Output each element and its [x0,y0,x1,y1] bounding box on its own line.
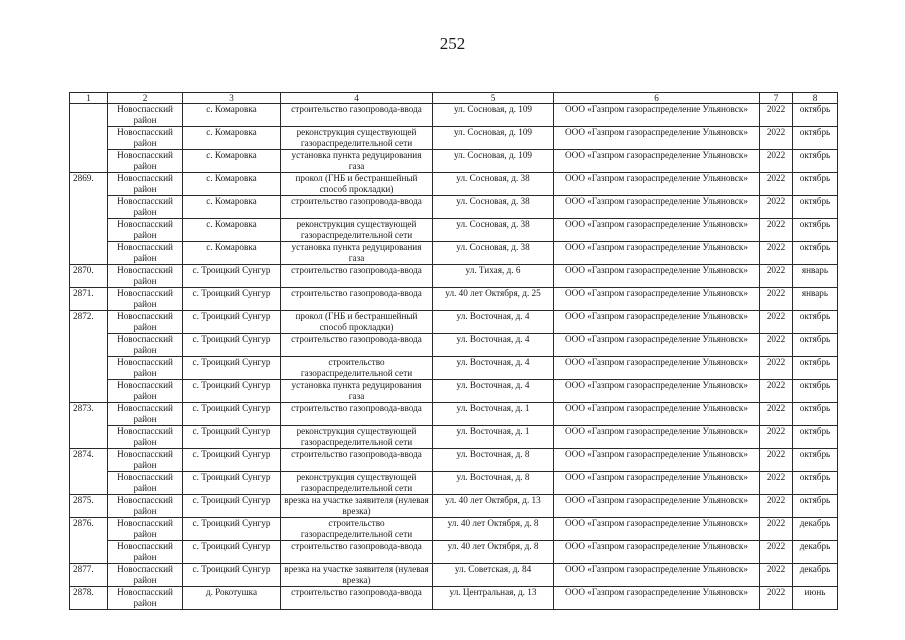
organization-cell: ООО «Газпром газораспределение Ульяновск» [554,150,760,173]
organization-cell: ООО «Газпром газораспределение Ульяновск» [554,587,760,610]
month-cell: декабрь [793,564,838,587]
settlement-cell: с. Троицкий Сунгур [183,311,281,334]
year-cell: 2022 [760,311,793,334]
month-cell: октябрь [793,173,838,196]
organization-cell: ООО «Газпром газораспределение Ульяновск» [554,288,760,311]
organization-cell: ООО «Газпром газораспределение Ульяновск» [554,219,760,242]
address-cell: ул. 40 лет Октября, д. 25 [433,288,554,311]
col-header: 6 [554,93,760,104]
year-cell: 2022 [760,242,793,265]
row-number-cell: 2875. [70,495,108,518]
month-cell: декабрь [793,518,838,541]
month-cell: январь [793,265,838,288]
address-cell: ул. Восточная, д. 4 [433,311,554,334]
row-number-cell [70,334,108,357]
month-cell: октябрь [793,472,838,495]
work-type-cell: установка пункта редуцирования газа [281,150,433,173]
settlement-cell: с. Комаровка [183,173,281,196]
work-type-cell: строительство газопровода-ввода [281,541,433,564]
registry-table-container [69,92,837,610]
page-number: 252 [439,34,466,53]
settlement-cell: с. Троицкий Сунгур [183,403,281,426]
year-cell: 2022 [760,173,793,196]
month-cell: октябрь [793,380,838,403]
table-row [70,288,838,311]
settlement-cell: с. Троицкий Сунгур [183,541,281,564]
settlement-cell: с. Троицкий Сунгур [183,288,281,311]
row-number-cell: 2872. [70,311,108,334]
year-cell: 2022 [760,518,793,541]
work-type-cell: строительство газопровода-ввода [281,587,433,610]
table-row [70,127,838,150]
organization-cell: ООО «Газпром газораспределение Ульяновск» [554,334,760,357]
table-row [70,173,838,196]
row-number-cell [70,104,108,127]
work-type-cell: строительство газопровода-ввода [281,403,433,426]
col-header: 2 [108,93,183,104]
col-header: 7 [760,93,793,104]
month-cell: октябрь [793,495,838,518]
organization-cell: ООО «Газпром газораспределение Ульяновск» [554,380,760,403]
district-cell: Новоспасский район [108,173,183,196]
district-cell: Новоспасский район [108,242,183,265]
row-number-cell: 2870. [70,265,108,288]
organization-cell: ООО «Газпром газораспределение Ульяновск» [554,564,760,587]
month-cell: октябрь [793,426,838,449]
year-cell: 2022 [760,104,793,127]
table-row [70,311,838,334]
district-cell: Новоспасский район [108,150,183,173]
address-cell: ул. Восточная, д. 8 [433,449,554,472]
table-row [70,587,838,610]
month-cell: октябрь [793,311,838,334]
settlement-cell: с. Троицкий Сунгур [183,449,281,472]
month-cell: октябрь [793,104,838,127]
work-type-cell: строительство газопровода-ввода [281,288,433,311]
year-cell: 2022 [760,357,793,380]
settlement-cell: с. Троицкий Сунгур [183,357,281,380]
row-number-cell: 2874. [70,449,108,472]
table-row [70,495,838,518]
work-type-cell: реконструкция существующей газораспределительной сети [281,426,433,449]
settlement-cell: с. Комаровка [183,127,281,150]
settlement-cell: с. Троицкий Сунгур [183,518,281,541]
district-cell: Новоспасский район [108,403,183,426]
month-cell: октябрь [793,196,838,219]
settlement-cell: с. Комаровка [183,104,281,127]
table-row [70,242,838,265]
year-cell: 2022 [760,403,793,426]
month-cell: октябрь [793,403,838,426]
district-cell: Новоспасский район [108,564,183,587]
district-cell: Новоспасский район [108,334,183,357]
address-cell: ул. Сосновая, д. 38 [433,196,554,219]
district-cell: Новоспасский район [108,541,183,564]
month-cell: октябрь [793,150,838,173]
year-cell: 2022 [760,541,793,564]
district-cell: Новоспасский район [108,104,183,127]
organization-cell: ООО «Газпром газораспределение Ульяновск» [554,357,760,380]
settlement-cell: с. Троицкий Сунгур [183,265,281,288]
table-row [70,334,838,357]
col-header: 8 [793,93,838,104]
row-number-cell [70,242,108,265]
district-cell: Новоспасский район [108,288,183,311]
work-type-cell: строительство газопровода-ввода [281,265,433,288]
address-cell: ул. Восточная, д. 1 [433,426,554,449]
address-cell: ул. Сосновая, д. 38 [433,173,554,196]
row-number-cell: 2869. [70,173,108,196]
year-cell: 2022 [760,127,793,150]
district-cell: Новоспасский район [108,449,183,472]
month-cell: июнь [793,587,838,610]
row-number-cell [70,127,108,150]
row-number-cell [70,541,108,564]
year-cell: 2022 [760,288,793,311]
address-cell: ул. Сосновая, д. 38 [433,219,554,242]
organization-cell: ООО «Газпром газораспределение Ульяновск» [554,242,760,265]
table-row [70,541,838,564]
settlement-cell: с. Комаровка [183,196,281,219]
year-cell: 2022 [760,219,793,242]
table-row [70,104,838,127]
address-cell: ул. Восточная, д. 8 [433,472,554,495]
month-cell: октябрь [793,357,838,380]
settlement-cell: с. Троицкий Сунгур [183,495,281,518]
col-header: 4 [281,93,433,104]
district-cell: Новоспасский район [108,196,183,219]
organization-cell: ООО «Газпром газораспределение Ульяновск» [554,127,760,150]
district-cell: Новоспасский район [108,495,183,518]
year-cell: 2022 [760,196,793,219]
table-row [70,219,838,242]
month-cell: октябрь [793,127,838,150]
table-row [70,196,838,219]
row-number-cell: 2877. [70,564,108,587]
organization-cell: ООО «Газпром газораспределение Ульяновск» [554,265,760,288]
row-number-cell: 2873. [70,403,108,426]
table-row [70,564,838,587]
organization-cell: ООО «Газпром газораспределение Ульяновск» [554,311,760,334]
table-row [70,472,838,495]
organization-cell: ООО «Газпром газораспределение Ульяновск» [554,518,760,541]
address-cell: ул. Сосновая, д. 109 [433,104,554,127]
month-cell: октябрь [793,242,838,265]
address-cell: ул. Восточная, д. 4 [433,334,554,357]
organization-cell: ООО «Газпром газораспределение Ульяновск» [554,426,760,449]
address-cell: ул. Советская, д. 84 [433,564,554,587]
year-cell: 2022 [760,150,793,173]
year-cell: 2022 [760,587,793,610]
organization-cell: ООО «Газпром газораспределение Ульяновск» [554,449,760,472]
organization-cell: ООО «Газпром газораспределение Ульяновск» [554,173,760,196]
table-row [70,426,838,449]
month-cell: октябрь [793,219,838,242]
row-number-cell: 2871. [70,288,108,311]
district-cell: Новоспасский район [108,265,183,288]
address-cell: ул. Восточная, д. 4 [433,380,554,403]
district-cell: Новоспасский район [108,357,183,380]
settlement-cell: д. Рокотушка [183,587,281,610]
col-header: 3 [183,93,281,104]
district-cell: Новоспасский район [108,311,183,334]
work-type-cell: врезка на участке заявителя (нулевая врезка) [281,495,433,518]
settlement-cell: с. Троицкий Сунгур [183,334,281,357]
row-number-cell [70,472,108,495]
district-cell: Новоспасский район [108,472,183,495]
work-type-cell: прокол (ГНБ и бестраншейный способ прокладки) [281,311,433,334]
settlement-cell: с. Троицкий Сунгур [183,380,281,403]
year-cell: 2022 [760,426,793,449]
col-header: 5 [433,93,554,104]
organization-cell: ООО «Газпром газораспределение Ульяновск» [554,196,760,219]
organization-cell: ООО «Газпром газораспределение Ульяновск» [554,541,760,564]
row-number-cell [70,219,108,242]
header-row [70,93,838,104]
address-cell: ул. Восточная, д. 4 [433,357,554,380]
row-number-cell [70,196,108,219]
address-cell: ул. Сосновая, д. 109 [433,127,554,150]
work-type-cell: прокол (ГНБ и бестраншейный способ прокладки) [281,173,433,196]
year-cell: 2022 [760,265,793,288]
year-cell: 2022 [760,564,793,587]
work-type-cell: строительство газопровода-ввода [281,196,433,219]
address-cell: ул. Сосновая, д. 109 [433,150,554,173]
table-row [70,150,838,173]
table-row [70,449,838,472]
settlement-cell: с. Троицкий Сунгур [183,426,281,449]
table-row [70,380,838,403]
address-cell: ул. Сосновая, д. 38 [433,242,554,265]
row-number-cell: 2876. [70,518,108,541]
address-cell: ул. Тихая, д. 6 [433,265,554,288]
settlement-cell: с. Комаровка [183,219,281,242]
year-cell: 2022 [760,380,793,403]
settlement-cell: с. Комаровка [183,242,281,265]
organization-cell: ООО «Газпром газораспределение Ульяновск» [554,104,760,127]
work-type-cell: строительство газопровода-ввода [281,449,433,472]
table-row [70,265,838,288]
settlement-cell: с. Комаровка [183,150,281,173]
work-type-cell: врезка на участке заявителя (нулевая врезка) [281,564,433,587]
row-number-cell: 2878. [70,587,108,610]
settlement-cell: с. Троицкий Сунгур [183,472,281,495]
organization-cell: ООО «Газпром газораспределение Ульяновск» [554,495,760,518]
table-row [70,357,838,380]
district-cell: Новоспасский район [108,518,183,541]
table-body [70,104,838,610]
work-type-cell: реконструкция существующей газораспределительной сети [281,219,433,242]
row-number-cell [70,357,108,380]
month-cell: октябрь [793,449,838,472]
year-cell: 2022 [760,472,793,495]
work-type-cell: реконструкция существующей газораспределительной сети [281,472,433,495]
row-number-cell [70,150,108,173]
work-type-cell: строительство газораспределительной сети [281,357,433,380]
work-type-cell: установка пункта редуцирования газа [281,380,433,403]
year-cell: 2022 [760,334,793,357]
organization-cell: ООО «Газпром газораспределение Ульяновск» [554,472,760,495]
address-cell: ул. Центральная, д. 13 [433,587,554,610]
district-cell: Новоспасский район [108,219,183,242]
address-cell: ул. 40 лет Октября, д. 8 [433,541,554,564]
work-type-cell: реконструкция существующей газораспределительной сети [281,127,433,150]
organization-cell: ООО «Газпром газораспределение Ульяновск» [554,403,760,426]
month-cell: январь [793,288,838,311]
col-header: 1 [70,93,108,104]
district-cell: Новоспасский район [108,426,183,449]
table-row [70,518,838,541]
work-type-cell: строительство газопровода-ввода [281,104,433,127]
district-cell: Новоспасский район [108,587,183,610]
table-row [70,403,838,426]
work-type-cell: строительство газораспределительной сети [281,518,433,541]
month-cell: декабрь [793,541,838,564]
row-number-cell [70,426,108,449]
year-cell: 2022 [760,495,793,518]
settlement-cell: с. Троицкий Сунгур [183,564,281,587]
work-type-cell: установка пункта редуцирования газа [281,242,433,265]
month-cell: октябрь [793,334,838,357]
address-cell: ул. 40 лет Октября, д. 8 [433,518,554,541]
address-cell: ул. 40 лет Октября, д. 13 [433,495,554,518]
year-cell: 2022 [760,449,793,472]
work-type-cell: строительство газопровода-ввода [281,334,433,357]
registry-table [69,92,838,610]
address-cell: ул. Восточная, д. 1 [433,403,554,426]
district-cell: Новоспасский район [108,380,183,403]
row-number-cell [70,380,108,403]
district-cell: Новоспасский район [108,127,183,150]
